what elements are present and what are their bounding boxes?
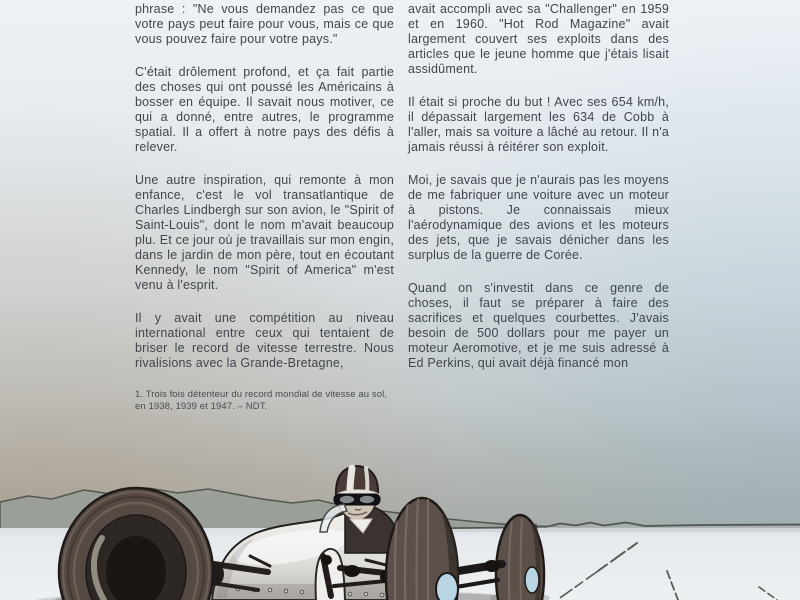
paragraph: Quand on s'investit dans ce genre de choses, il faut se préparer à faire des sacrifices et quelques courbettes. J'avais besoin de 500 dollars pour me payer un moteur Aeromotive, et je me suis adressé à Ed Perkins, qui avait déjà financé mon [408, 281, 669, 370]
paragraph: phrase : "Ne vous demandez pas ce que votre pays peut faire pour vous, mais ce que vous pouvez faire pour votre pays." [135, 2, 394, 46]
paragraph: Il y avait une compétition au niveau international entre ceux qui tentaient de briser le record de vitesse terrestre. Nous rivalisions avec la Grande-Bretagne, [135, 311, 394, 370]
goggles [334, 494, 380, 505]
text-column-left [135, 0, 394, 431]
paragraph: Il était si proche du but ! Avec ses 654 km/h, il dépassait largement les 634 de Cobb à l'aller, mais sa voiture a lâché au retour. Il n'a jamais réussi à réitérer son exploit. [408, 95, 669, 154]
helmet-stripe-thin [366, 468, 367, 490]
paragraph: avait accompli avec sa "Challenger" en 1959 et en 1960. "Hot Rod Magazine" avait largement couvert ses exploits dans des articles que le jeune homme que j'étais lisait assidûment. [408, 2, 669, 76]
paragraph: Moi, je savais que je n'aurais pas les moyens de me fabriquer une voiture avec un moteur à pistons. Je connaissais mieux l'aérodynamique des avions et les moteurs des jets, que je savais dénicher dans les surplus de la guerre de Corée. [408, 173, 669, 262]
paragraph: C'était drôlement profond, et ça fait partie des choses qui ont poussé les Américains à bosser en équipe. Il savait nous motiver, ce qui a donné, entre autres, le programme spatial. Il a offert à notre pays des défis à relever. [135, 65, 394, 154]
helmet-stripe [350, 468, 352, 491]
hub-reflection [525, 567, 539, 593]
hub-reflection [436, 573, 458, 600]
paragraph: Une autre inspiration, qui remonte à mon enfance, c'est le vol transatlantique de Charles Lindbergh sur son avion, le "Spirit of Saint-Louis", dont le nom m'avait beaucoup plu. Et ce jour où je travaillais sur mon engin, dans le jardin de mon père, tout en écoutant Kennedy, le nom "Spirit of America" m'est venu à l'esprit. [135, 173, 394, 292]
translator-footnote: 1. Trois fois détenteur du record mondial de vitesse au sol, en 1938, 1939 et 1947. – NDT. [135, 389, 388, 412]
text-column-right [408, 0, 669, 389]
